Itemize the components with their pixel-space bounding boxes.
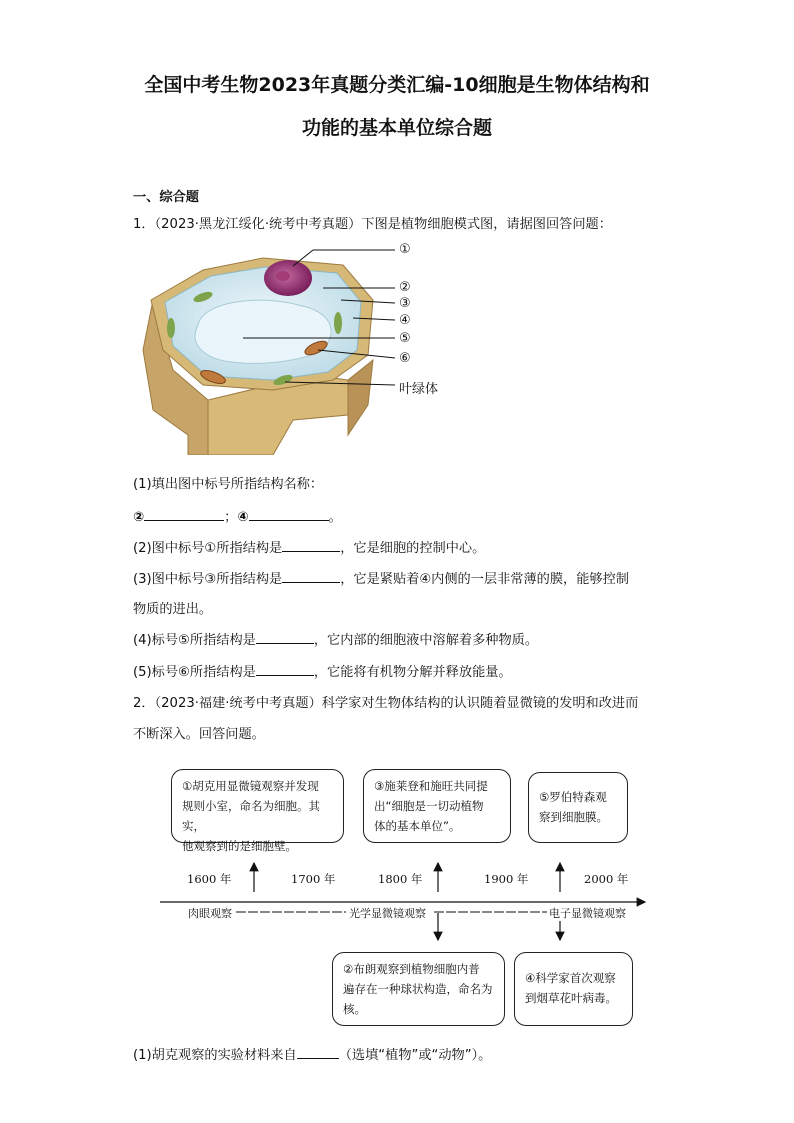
q1-part2 (133, 537, 485, 556)
axis-label-light-microscope: 光学显微镜观察 (349, 907, 426, 920)
cell-label-2: ② (399, 280, 411, 295)
cell-wall-side-right (348, 360, 373, 435)
q1-part1-label-b: ④ (237, 510, 249, 525)
plant-cell-figure (133, 240, 463, 455)
box-line: ②布朗观察到植物细胞内普 (343, 962, 480, 976)
q2-stem-line1: 2．（2023·福建·统考中考真题）科学家对生物体结构的认识随着显微镜的发明和改进而 (133, 696, 639, 711)
q1-part5-text-b: ，它能将有机物分解并释放能量。 (313, 665, 512, 680)
cell-label-3: ③ (399, 296, 411, 311)
timeline-box-hooke (171, 769, 344, 853)
answer-blank[interactable] (249, 506, 329, 521)
q2-part1-text-a: (1)胡克观察的实验材料来自 (133, 1048, 297, 1063)
cell-label-1: ① (399, 242, 411, 257)
year-label: 1900 年 (484, 872, 529, 886)
box-line: ③施莱登和施旺共同提 (374, 779, 488, 793)
q1-stem: 1．（2023·黑龙江绥化·统考中考真题）下图是植物细胞模式图，请据图回答问题： (133, 217, 612, 232)
box-line: 察到细胞膜。 (539, 810, 608, 824)
cell-label-4: ④ (399, 313, 411, 328)
box-line: 规则小室，命名为细胞。其实， (182, 799, 320, 833)
q1-part3-text-b: ，它是紧贴着④内侧的一层非常薄的膜，能够控制 (340, 572, 629, 587)
box-line: 体的基本单位”。 (374, 819, 461, 833)
q2-part1 (133, 1044, 491, 1063)
timeline-box-schleiden (363, 769, 511, 843)
axis-label-electron-microscope: 电子显微镜观察 (549, 907, 626, 920)
timeline-box-robertson (528, 772, 628, 843)
q1-part2-text-b: ，它是细胞的控制中心。 (340, 541, 486, 556)
cell-label-6: ⑥ (399, 351, 411, 366)
q1-part1-end: 。 (328, 510, 342, 525)
box-line: ⑤罗伯特森观 (539, 790, 607, 804)
answer-blank[interactable] (282, 568, 340, 583)
q1-part2-text-a: (2)图中标号①所指结构是 (133, 541, 283, 556)
answer-blank[interactable] (297, 1044, 339, 1059)
axis-dash (236, 911, 548, 913)
box-line: 他观察到的是细胞壁。 (182, 839, 297, 853)
q1-part3 (133, 568, 629, 587)
q1-part4-text-b: ，它内部的细胞液中溶解着多种物质。 (313, 633, 539, 648)
doc-title-line2: 功能的基本单位综合题 (301, 117, 492, 139)
box-line: ④科学家首次观察 (525, 971, 616, 985)
box-line: 核。 (343, 1002, 366, 1016)
q1-part3-text-a: (3)图中标号③所指结构是 (133, 572, 283, 587)
box-line: ①胡克用显微镜观察并发现 (182, 779, 319, 793)
q1-part1-prompt: (1)填出图中标号所指结构名称： (133, 477, 324, 492)
answer-blank[interactable] (256, 629, 314, 644)
answer-blank[interactable] (256, 661, 314, 676)
q1-part4 (133, 629, 538, 648)
doc-title-line1: 全国中考生物2023年真题分类汇编-10细胞是生物体结构和 (144, 74, 650, 96)
cell-label-chloroplast: 叶绿体 (399, 382, 439, 397)
q1-part3-cont: 物质的进出。 (133, 602, 213, 617)
q1-part5 (133, 661, 512, 680)
timeline-box-brown (332, 952, 505, 1026)
q1-part1-sep: ； (224, 510, 238, 525)
q2-part1-text-b: （选填“植物”或“动物”）。 (338, 1048, 492, 1063)
box-line: 到烟草花叶病毒。 (525, 991, 617, 1005)
q1-part4-text-a: (4)标号⑤所指结构是 (133, 633, 256, 648)
q1-part1-blanks (133, 506, 342, 525)
box-line: 遍存在一种球状构造，命名为 (343, 982, 493, 996)
cell-label-5: ⑤ (399, 331, 411, 346)
timeline-axis (150, 855, 660, 945)
q1-part1-label-a: ② (133, 510, 145, 525)
q2-stem-line2: 不断深入。回答问题。 (133, 727, 265, 742)
timeline-box-virus (514, 952, 633, 1026)
answer-blank[interactable] (282, 537, 340, 552)
chloroplast (167, 318, 175, 338)
section-heading: 一、综合题 (133, 190, 199, 205)
year-label: 2000 年 (584, 872, 629, 886)
chloroplast (334, 312, 342, 334)
year-label: 1800 年 (378, 872, 423, 886)
year-label: 1700 年 (291, 872, 336, 886)
box-line: 出“细胞是一切动植物 (374, 799, 484, 813)
axis-label-naked-eye: 肉眼观察 (188, 907, 232, 920)
year-label: 1600 年 (187, 872, 232, 886)
nucleolus (276, 271, 290, 281)
q1-part5-text-a: (5)标号⑥所指结构是 (133, 665, 256, 680)
answer-blank[interactable] (144, 506, 224, 521)
